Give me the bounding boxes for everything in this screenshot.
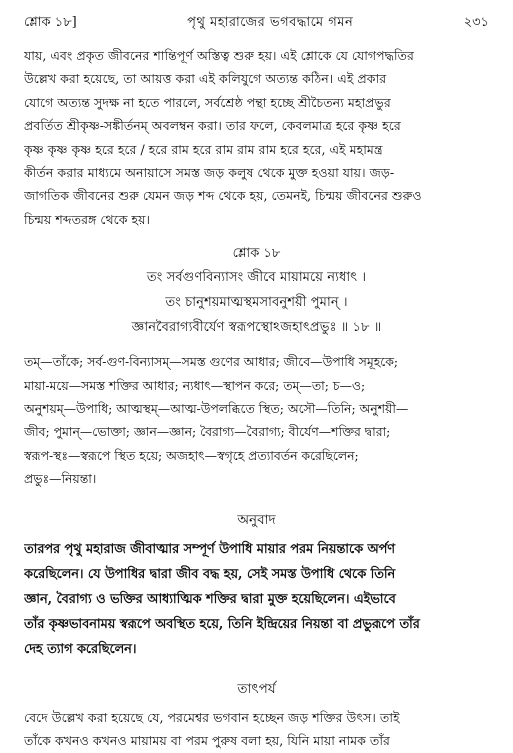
purport-line: বেদে উল্লেখ করা হয়েছে যে, পরমেশ্বর ভগবান হচ্ছেন জড় শক্তির উৎস। তাই — [24, 709, 400, 725]
translation-line: দেহ ত্যাগ করেছিলেন। — [24, 641, 137, 657]
purport-text — [24, 706, 489, 753]
translation-line: তারপর পৃথু মহারাজ জীবাত্মার সম্পূর্ণ উপাধি মায়ার পরম নিয়ন্তাকে অর্পণ — [24, 541, 396, 557]
text-line: যোগে অত্যন্ত সুদক্ষ না হতে পারলে, সর্বশ্রেষ্ঠ পন্থা হচ্ছে শ্রীচৈতন্য মহাপ্রভুর — [24, 94, 391, 110]
text-line: উল্লেখ করা হয়েছে, তা আয়ত্ত করা এই কলিযুগে অত্যন্ত কঠিন। এই প্রকার — [24, 71, 387, 87]
text-line: যায়, এবং প্রকৃত জীবনের শান্তিপূর্ণ অস্তিত্ব শুরু হয়। এই শ্লোকে যে যোগপদ্ধতির — [24, 48, 414, 63]
synonym-line: স্বরূপ-স্থঃ—স্বরূপে স্থিত হয়ে; অজহাৎ—স্বগৃহে প্রত্যাবর্তন করেছিলেন; — [24, 447, 359, 463]
translation-heading: অনুবাদ — [237, 511, 276, 528]
synonym-line: অনুশয়ম্—উপাধি; আত্মস্থম্—আত্ম-উপলব্ধিতে স্থিত; অসৌ—তিনি; অনুশয়ী— — [24, 401, 409, 417]
sanskrit-verse — [24, 243, 489, 340]
text-line: জাগতিক জীবনের শুরু যেমন জড় শব্দ থেকে হয়, তেমনই, চিন্ময় জীবনের শুরুও — [24, 188, 422, 204]
translation-text — [24, 537, 489, 662]
verse-line: জ্ঞানবৈরাগ্যবীর্যেণ স্বরূপস্থোঽজহাৎপ্রভুঃ ॥ ১৮ ॥ — [131, 320, 382, 336]
translation-line: তাঁর কৃষ্ণভাবনাময় স্বরূপে অবস্থিত হয়ে, তিনি ইন্দ্রিয়ের নিয়ন্তা বা প্রভুরূপে তাঁর — [24, 616, 420, 632]
purport-line: তাঁকে কখনও কখনও মায়াময় বা পরম পুরুষ বলা হয়, যিনি মায়া নামক তাঁর — [24, 733, 390, 749]
text-line: চিন্ময় শব্দতরঙ্গ থেকে হয়। — [24, 211, 151, 227]
verse-reference: শ্লোক ১৮] — [24, 15, 77, 30]
verse-heading: শ্লোক ১৮ — [232, 246, 281, 262]
translation-line: করেছিলেন। যে উপাধির দ্বারা জীব বদ্ধ হয়, সেই সমস্ত উপাধি থেকে তিনি — [24, 566, 396, 582]
chapter-title: পৃথু মহারাজের ভগবদ্ধামে গমন — [187, 15, 354, 30]
page-number: ২৩১ — [463, 15, 489, 30]
verse-line: তং সর্বগুণবিন্যাসং জীবে মায়াময়ে ন্যধাৎ । — [146, 270, 367, 286]
purport-heading: তাৎপর্য — [237, 680, 276, 697]
synonyms-section — [24, 350, 489, 490]
verse-line: তং চানুশয়মাত্মস্থমসাবনুশয়ী পুমান্ । — [165, 295, 348, 311]
synonym-line: তম্—তাঁকে; সর্ব-গুণ-বিন্যাসম্—সমস্ত গুণের আধার; জীবে—উপাধি সমূহকে; — [24, 354, 399, 370]
synonym-line: প্রভুঃ—নিয়ন্তা। — [24, 471, 97, 487]
text-line: কীর্তন করার মাধ্যমে অনায়াসে সমস্ত জড় কলুষ থেকে মুক্ত হওয়া যায়। জড়- — [24, 165, 395, 181]
synonym-line: জীব; পুমান্—ভোক্তা; জ্ঞান—জ্ঞান; বৈরাগ্য—বৈরাগ্য; বীর্যেণ—শক্তির দ্বারা; — [24, 424, 391, 440]
text-line: প্রবর্তিত শ্রীকৃষ্ণ-সঙ্কীর্তনম্‌ অবলম্বন করা। তার ফলে, কেবলমাত্র হরে কৃষ্ণ হরে — [24, 118, 401, 134]
synonym-line: মায়া-ময়ে—সমস্ত শক্তির আধার; ন্যধাৎ—স্থাপন করে; তম্—তা; চ—ও; — [24, 377, 366, 393]
intro-paragraph — [24, 44, 489, 231]
translation-line: জ্ঞান, বৈরাগ্য ও ভক্তির আধ্যাত্মিক শক্তির দ্বারা মুক্ত হয়েছিলেন। এইভাবে — [24, 591, 396, 607]
text-line: কৃষ্ণ কৃষ্ণ কৃষ্ণ হরে হরে / হরে রাম হরে রাম রাম রাম হরে হরে, এই মহামন্ত্র — [24, 141, 383, 157]
running-head — [24, 14, 489, 32]
